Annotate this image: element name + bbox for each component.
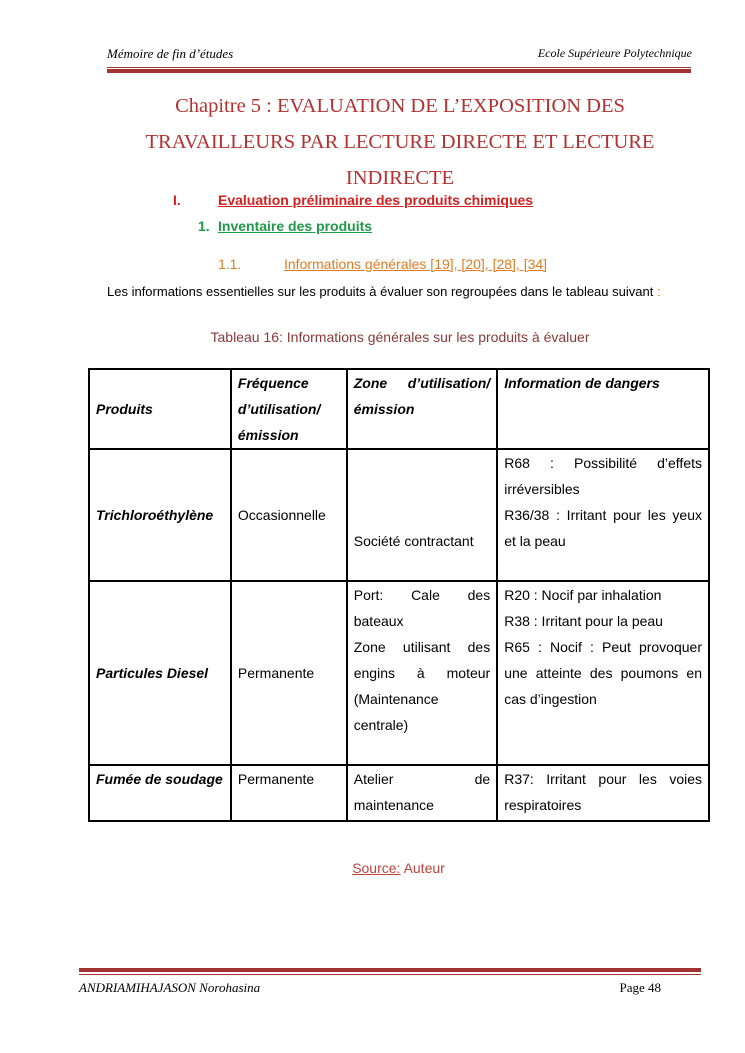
header-rule [107, 67, 691, 68]
row-1-dangers [497, 449, 709, 581]
row-2-frequency: Permanente [231, 581, 347, 765]
chapter-title-line-1: Chapitre 5 : EVALUATION DE L’EXPOSITION DES [175, 95, 625, 117]
chapter-title-line-3: INDIRECTE [345, 167, 455, 189]
table-header-row [89, 369, 709, 449]
section-2-title: Inventaire des produits [218, 218, 373, 234]
row-1-danger-1: R68 : Possibilité d’effets irréversibles [504, 455, 702, 497]
chapter-title-line-2: TRAVAILLEURS PAR LECTURE DIRECTE ET LECTURE [145, 131, 655, 153]
row-3-danger-1: R37: Irritant pour les voies respiratoires [504, 771, 702, 813]
row-2-zone-1: Port: Cale des bateaux [353, 587, 491, 629]
row-3-dangers [497, 765, 709, 821]
row-1-danger-2: R36/38 : Irritant pour les yeux et la peau [504, 507, 702, 549]
row-2-zone-2: Zone utilisant des engins à moteur (Maintenance centrale) [353, 639, 491, 733]
row-2-danger-2: R38 : Irritant pour la peau [504, 613, 663, 629]
footer-rule [79, 974, 701, 975]
table-caption: Tableau 16: Informations générales sur les produits à évaluer [210, 329, 590, 345]
section-3-title: Informations générales [19], [20], [28], [34] [284, 256, 548, 272]
row-3-zone: Atelier de maintenance [347, 765, 497, 821]
row-2-danger-3: R65 : Nocif : Peut provoquer une atteinte des poumons en cas d’ingestion [504, 639, 702, 707]
row-1-zone-text: Société contractant [353, 533, 474, 549]
row-1-product: Trichloroéthylène [89, 449, 231, 581]
intro-paragraph [107, 280, 691, 304]
row-1-zone [347, 449, 497, 581]
section-1-title: Evaluation préliminaire des produits chimiques [218, 192, 534, 208]
row-1-frequency: Occasionnelle [231, 449, 347, 581]
products-table [88, 368, 710, 822]
header-zone: Zone d’utilisation/ émission [347, 369, 497, 449]
table-row [89, 765, 709, 821]
header-right: Ecole Supérieure Polytechnique [537, 46, 692, 60]
chapter-title [130, 88, 670, 196]
row-2-zone [347, 581, 497, 765]
row-2-dangers [497, 581, 709, 765]
table-row [89, 449, 709, 581]
row-2-danger-1: R20 : Nocif par inhalation [504, 587, 662, 603]
source-value: Auteur [403, 860, 445, 876]
row-2-product: Particules Diesel [89, 581, 231, 765]
section-2-number: 1. [198, 218, 210, 234]
footer-author: ANDRIAMIHAJASON Norohasina [79, 980, 261, 995]
table-row [89, 581, 709, 765]
table-source [0, 860, 745, 876]
source-label: Source: [352, 860, 401, 876]
header-left: Mémoire de fin d’études [107, 46, 234, 61]
footer-page-number: Page 48 [619, 980, 661, 995]
header-dangers: Information de dangers [497, 369, 709, 449]
header-products: Produits [89, 369, 231, 449]
row-3-product: Fumée de soudage [89, 765, 231, 821]
row-3-frequency: Permanente [231, 765, 347, 821]
section-3-number: 1.1. [218, 256, 242, 272]
section-1-number: I. [173, 192, 181, 208]
header-rule-thick [107, 69, 691, 73]
footer-rule-thick [79, 968, 701, 972]
header-frequency: Fréquence d’utilisation/ émission [231, 369, 347, 449]
intro-text: Les informations essentielles sur les produits à évaluer son regroupées dans le tableau suivant [107, 284, 654, 299]
intro-colon: : [656, 284, 661, 299]
